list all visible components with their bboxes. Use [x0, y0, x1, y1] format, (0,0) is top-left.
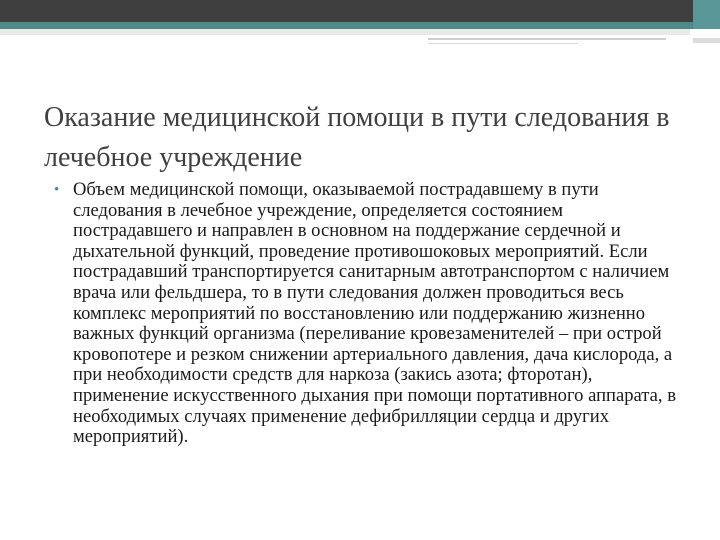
body-list: [52, 180, 680, 448]
header-teal-band: [0, 22, 720, 29]
bullet-icon: •: [54, 182, 60, 198]
list-item: [52, 180, 680, 448]
header-decorative-line: [428, 43, 578, 44]
header-gray-strip: [0, 29, 690, 35]
header-dark-band: [0, 0, 720, 22]
header-teal-corner: [693, 0, 720, 29]
body-text: Объем медицинской помощи, оказываемой пострадавшему в пути следования в лечебное учреждение, определяется состоянием пострадавшего и направлен в основном на поддержание сердечной и дыхательной функций, проведение противошоковых мероприятий. Если пострадавший транспортируется санитарным автотранспортом с наличием врача или фельдшера, то в пути следования должен проводиться весь комплекс мероприятий по восстановлению или поддержанию жизненно важных функций организма (переливание кровезаменителей – при острой кровопотере и резком снижении артериального давления, дача кислорода, а при необходимости средств для наркоза (закись азота; фторотан), применение искусственного дыхания при помощи портативного аппарата, в необходимых случаях применение дефибрилляции сердца и других мероприятий).: [73, 179, 676, 448]
header-decorative-line: [428, 38, 666, 40]
header-decorative-line: [693, 38, 720, 43]
slide-title: Оказание медицинской помощи в пути следования в лечебное учреждение: [44, 102, 670, 173]
